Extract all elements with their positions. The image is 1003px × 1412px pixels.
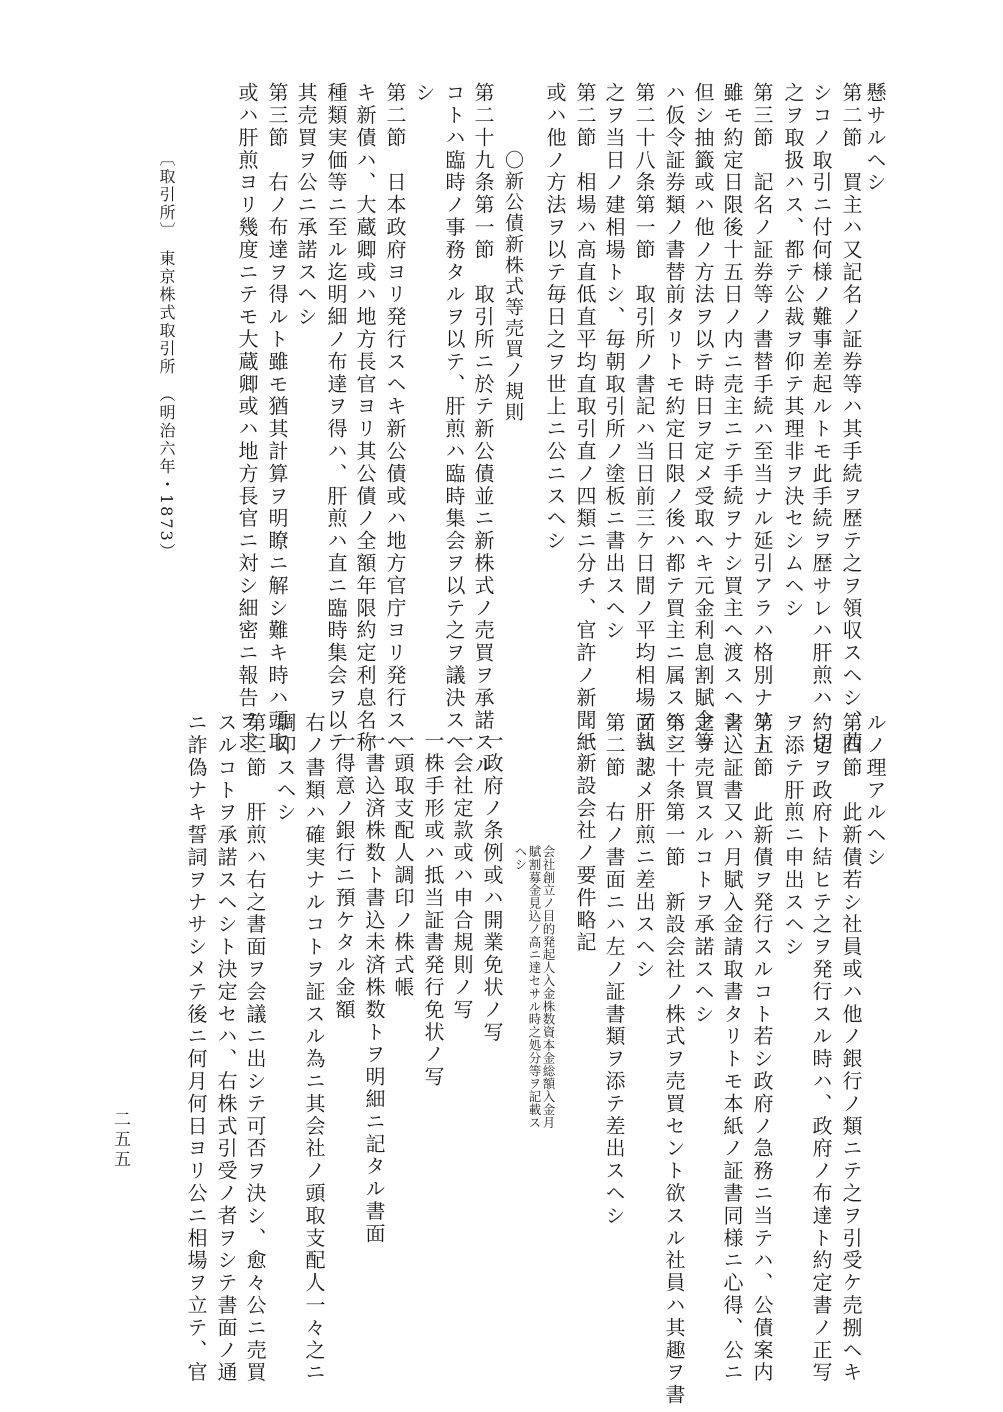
text-column: 但シ抽籤或ハ他ノ方法ヲ以テ時日ヲ定メ受取ヘキ元金利息割賦金等 [691,82,715,754]
text-column: 雖モ約定日限後十五日ノ内ニ売主ニテ手続ヲナシ買主ヘ渡スヘシ、 [720,82,744,754]
text-column: 第二十八条第一節 取引所ノ書記ハ当日前三ケ日間ノ平均相場ヲ執リ [632,82,656,777]
inline-note [513,845,555,1285]
text-column: コトハ臨時ノ事務タルヲ以テ、肝煎ハ臨時集会ヲ以テ之ヲ議決スヘ [442,82,466,754]
text-column: キ新債ハ、大蔵卿或ハ地方長官ヨリ其公債ノ全額年限約定利息名称 [353,82,377,754]
text-column: 或ハ肝煎ヨリ幾度ニテモ大蔵卿或ハ地方長官ニ対シ細密ニ報告ヲ求 [235,82,259,754]
list-item: 一株手形或ハ抵当証書発行免状ノ写 [421,730,445,1089]
text-column: 之ヲ取扱ハス、都テ公裁ヲ仰テ其理非ヲ決セシムヘシ [781,82,805,620]
text-column: 其売買ヲ公ニ承諾スヘシ [294,82,318,329]
list-item: 一頭取支配人調印ノ株式帳 [391,730,415,999]
text-column: 面ニ認メ肝煎ニ差出スヘシ [632,712,656,981]
text-column: 之ヲ当日ノ建相場トシ、毎朝取引所ノ塗板ニ書出スヘシ [602,82,626,642]
page-number: 二五五 [110,1110,130,1170]
text-column: 懸サルヘシ [863,82,887,194]
text-column: ハ仮令証券類ノ書替前タリトモ約定日限ノ後ハ都テ買主ニ属スヘシ [662,82,686,754]
list-item: 一得意ノ銀行ニ預ケタル金額 [332,730,356,1022]
text-column: 第三節 記名ノ証券等ノ書替手続ハ至当ナル延引アラハ格別ナリト [750,82,774,754]
text-column: スルコトヲ承諾スヘシト決定セハ、右株式引受ノ者ヲシテ書面ノ通 [214,712,238,1384]
list-item: 一会社定款或ハ申合規則ノ写 [450,730,474,1022]
source-footer: 〔取引所〕 東京株式取引所 （明治六年・1873） [157,150,176,561]
text-column: 或ハ他ノ方法ヲ以テ毎日之ヲ世上ニ公ニスヘシ [543,82,567,553]
text-column: 第三節 右ノ布達ヲ得ルト雖モ猶其計算ヲ明瞭ニ解シ難キ時ハ頭取 [265,82,289,754]
inline-note-line: 会社創立ノ目的発起人入金株数資本金総額入金月 [541,845,556,1129]
list-item: 一政府ノ条例或ハ開業免状ノ写 [480,730,504,1044]
inline-note-line: ヘシ [513,845,528,871]
list-item: 一新設会社ノ要件略記 [573,730,597,954]
text-column: 第二十九条第一節 取引所ニ於テ新公債並ニ新株式ノ売買ヲ承諾スル [471,82,495,777]
text-column: 第三節 肝煎ハ右之書面ヲ会議ニ出シテ可否ヲ決シ、愈々公ニ売買 [243,712,267,1384]
inline-note-line: 賦割募金見込ノ高ニ達セサル時之処分等ヲ記載ス [527,845,542,1129]
text-column: シコノ取引ニ付何様ノ難事差起ルトモ此手続ヲ歴サレハ肝煎ハ一切 [809,82,833,754]
text-column: ニ詐偽ナキ誓詞ヲナサシメテ後ニ何月何日ヨリ公ニ相場ヲ立テ、官 [184,712,208,1384]
text-column: 第二節 相場ハ高直低直平均直取引直ノ四類ニ分チ、官許ノ新聞紙 [573,82,597,754]
section-heading: 〇新公債新株式等売買ノ規則 [502,150,524,423]
text-column: 第四節 此新債若シ社員或ハ他ノ銀行ノ類ニテ之ヲ引受ケ売捌ヘキ [839,712,863,1384]
text-column: 第五節 此新債ヲ発行スルコト若シ政府ノ急務ニ当テハ、公債案内 [750,712,774,1384]
text-column: ヲ添テ肝煎ニ申出スヘシ [781,712,805,959]
text-column: 第三十条第一節 新設会社ノ株式ヲ売買セント欲スル社員ハ其趣ヲ書 [662,712,686,1407]
text-column: 右ノ書類ハ確実ナルコトヲ証スル為ニ其会社ノ頭取支配人一々之ニ [302,712,326,1384]
text-column: ルノ理アルヘシ [863,712,887,869]
text-column: 種類実価等ニ至ル迄明細ノ布達ヲ得ハ、肝煎ハ直ニ臨時集会ヲ以テ [324,82,348,754]
text-column: 第二節 右ノ書面ニハ左ノ証書類ヲ添テ差出スヘシ [602,712,626,1228]
text-column: 調印スヘシ [273,712,297,824]
text-column: 之ヲ売買スルコトヲ承諾スヘシ [691,712,715,1026]
text-column: 書込証書又ハ月賦入金請取書タリトモ本紙ノ証書同様ニ心得、公ニ [720,712,744,1384]
text-column: 約定ヲ政府ト結ヒテ之ヲ発行スル時ハ、政府ノ布達ト約定書ノ正写 [809,712,833,1384]
text-column: 第二節 日本政府ヨリ発行スヘキ新公債或ハ地方官庁ヨリ発行スヘ [383,82,407,754]
text-column: シ [412,82,436,105]
list-item: 一書込済株数ト書込未済株数トヲ明細ニ記タル書面 [362,730,386,1246]
text-column: 第二節 買主ハ又記名ノ証券等ハ其手続ヲ歴テ之ヲ領収スヘシ、若 [839,82,863,754]
